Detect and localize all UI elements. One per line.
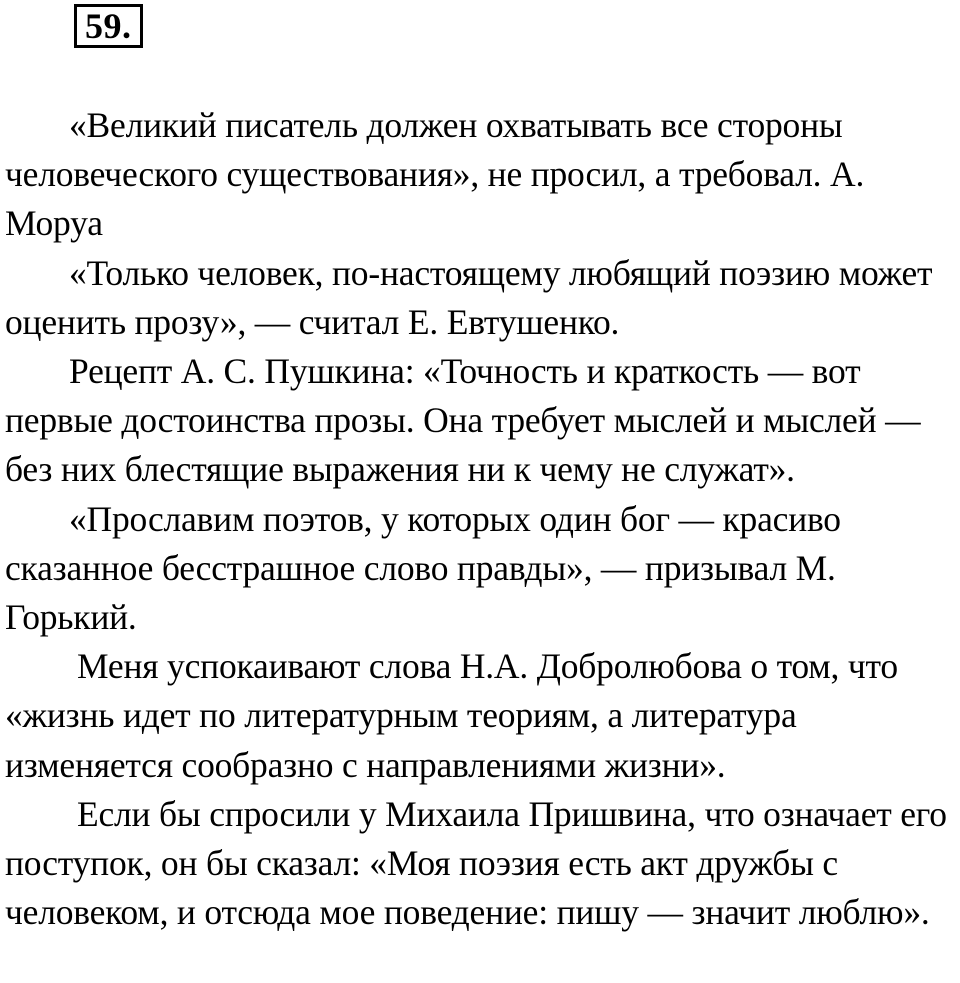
paragraph-gorky-quote: «Прославим поэтов, у которых один бог — красиво сказанное бесстрашное слово правды», — призывал М. Горький.: [5, 498, 841, 638]
paragraph-prishvin-quote: Если бы спросили у Михаила Пришвина, что означает его поступок, он бы сказал: «Моя поэзия есть акт дружбы с человеком, и отсюда мое поведение: пишу — значит люблю».: [5, 793, 947, 933]
paragraph-dobrolyubov-quote: Меня успокаивают слова Н.А. Добролюбова о том, что «жизнь идет по литературным теориям, а литература изменяется сообразно с направлениями жизни».: [5, 646, 898, 785]
paragraph-yevtushenko-quote: «Только человек, по-настоящему любящий поэзию может оценить прозу», — считал Е. Евтушенко.: [5, 252, 933, 342]
paragraph-maurois-quote: «Великий писатель должен охватывать все стороны человеческого существования», не просил, а требовал. А. Моруа: [5, 105, 865, 244]
exercise-number: 59.: [74, 4, 143, 48]
paragraph-pushkin-quote: Рецепт А. С. Пушкина: «Точность и краткость — вот первые достоинства прозы. Она требует мыслей и мыслей — без них блестящие выражения ни к чему не служат».: [5, 351, 921, 490]
text-body: [5, 101, 960, 937]
